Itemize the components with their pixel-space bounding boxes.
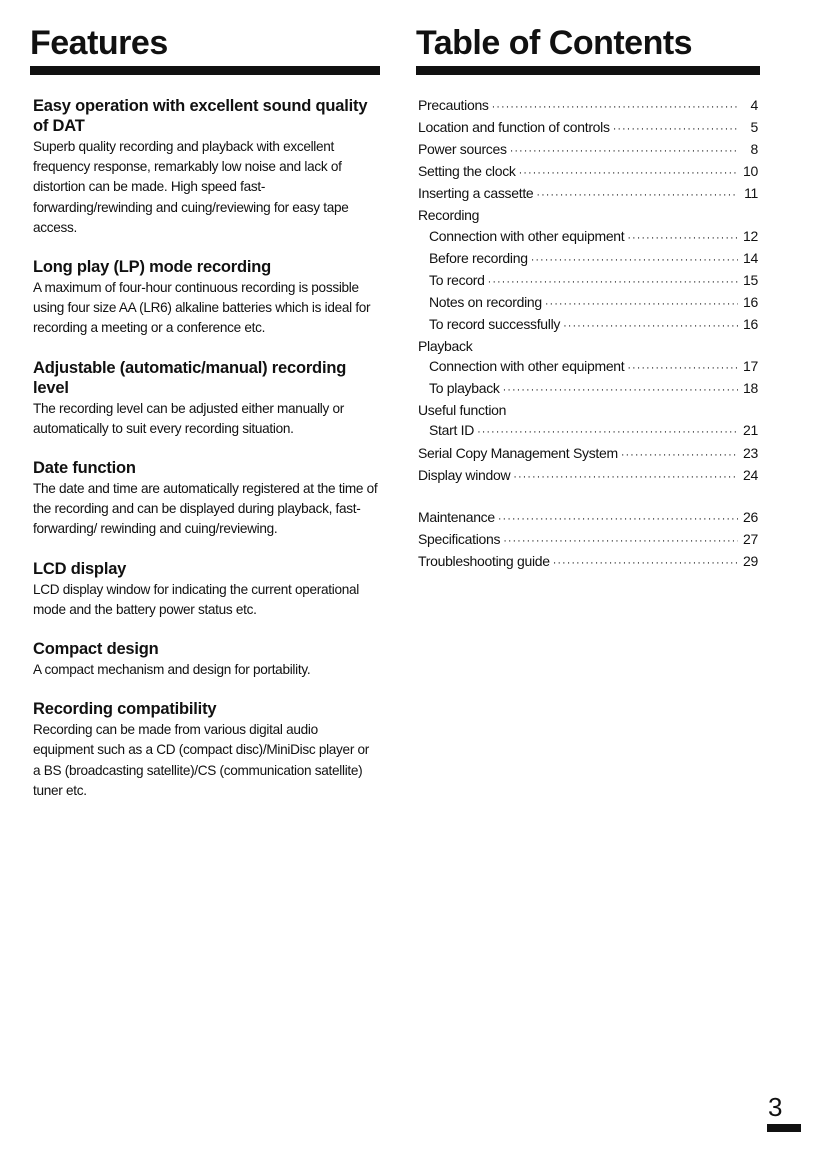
feature-title: Long play (LP) mode recording — [33, 258, 272, 277]
feature-body: Recording can be made from various digital audio equipment such as a CD (compact disc)/MiniDisc player or a BS (broadcasting satellite)/CS (communication satellite) tuner etc. — [33, 722, 370, 798]
toc-entry[interactable]: To record ····· 15 — [418, 270, 758, 292]
feature-title: Recording compatibility — [33, 700, 217, 719]
feature-item — [33, 639, 378, 680]
toc-entry[interactable]: To record successfully ····· 16 — [418, 314, 758, 336]
toc-entry[interactable]: Start ID ····· 21 — [418, 420, 758, 442]
toc-entry[interactable]: Power sources ····· 8 — [418, 139, 758, 161]
feature-title: LCD display — [33, 559, 127, 578]
feature-item — [33, 458, 378, 540]
feature-body: A compact mechanism and design for portability. — [33, 662, 311, 678]
feature-body: The date and time are automatically registered at the time of the recording and can be displayed during playback, fast-forwarding/ rewinding and cuing/reviewing. — [33, 481, 378, 537]
toc-entry[interactable]: Notes on recording ····· 16 — [418, 292, 758, 314]
toc-entry[interactable]: Troubleshooting guide ····· 29 — [418, 551, 758, 573]
feature-title: Easy operation with excellent sound quality of DAT — [33, 97, 368, 135]
toc-entry[interactable]: Before recording ····· 14 — [418, 248, 758, 270]
feature-item — [33, 699, 378, 801]
toc-heading: Table of Contents — [416, 24, 693, 62]
feature-item — [33, 559, 378, 620]
toc-entry[interactable]: Connection with other equipment ····· 17 — [418, 356, 758, 378]
toc-entry[interactable]: Setting the clock ····· 10 — [418, 161, 758, 183]
toc-entry[interactable]: To playback ····· 18 — [418, 378, 758, 400]
toc-entry[interactable]: Location and function of controls ····· 5 — [418, 117, 758, 139]
features-heading-rule — [30, 66, 380, 75]
toc-entry[interactable]: Specifications ····· 27 — [418, 529, 758, 551]
feature-body: The recording level can be adjusted either manually or automatically to suit every recording situation. — [33, 400, 344, 436]
toc-entry[interactable]: Precautions ····· 4 — [418, 95, 758, 117]
feature-title: Adjustable (automatic/manual) recording level — [33, 358, 347, 397]
feature-body: LCD display window for indicating the current operational mode and the battery power status etc. — [33, 581, 359, 617]
toc-heading-rule — [416, 66, 760, 75]
toc-entry[interactable]: Inserting a cassette ····· 11 — [418, 183, 758, 205]
toc-section-header: Playback — [418, 338, 473, 355]
features-list — [33, 96, 378, 820]
feature-body: Superb quality recording and playback with excellent frequency response, remarkably low noise and lack of distortion can be made. High speed fast-forwarding/rewinding and cuing/reviewing for easy tape access. — [33, 139, 349, 235]
toc-section-header: Recording — [418, 207, 480, 224]
feature-item — [33, 358, 378, 439]
feature-item — [33, 96, 378, 238]
toc-entry[interactable]: Display window ····· 24 — [418, 465, 758, 487]
feature-title: Compact design — [33, 640, 159, 659]
toc-list — [418, 95, 758, 573]
feature-title: Date function — [33, 459, 136, 478]
toc-entry[interactable]: Connection with other equipment ····· 12 — [418, 226, 758, 248]
page-number-bar — [767, 1124, 801, 1132]
toc-entry[interactable]: Maintenance ····· 26 — [418, 507, 758, 529]
feature-item — [33, 257, 378, 339]
toc-entry[interactable]: Serial Copy Management System ····· 23 — [418, 443, 758, 465]
toc-section-header: Useful function — [418, 402, 507, 419]
page-number: 3 — [768, 1092, 783, 1122]
feature-body: A maximum of four-hour continuous recording is possible using four size AA (LR6) alkaline batteries which is ideal for recording a meeting or a conference etc. — [33, 280, 371, 336]
features-heading: Features — [30, 24, 168, 62]
